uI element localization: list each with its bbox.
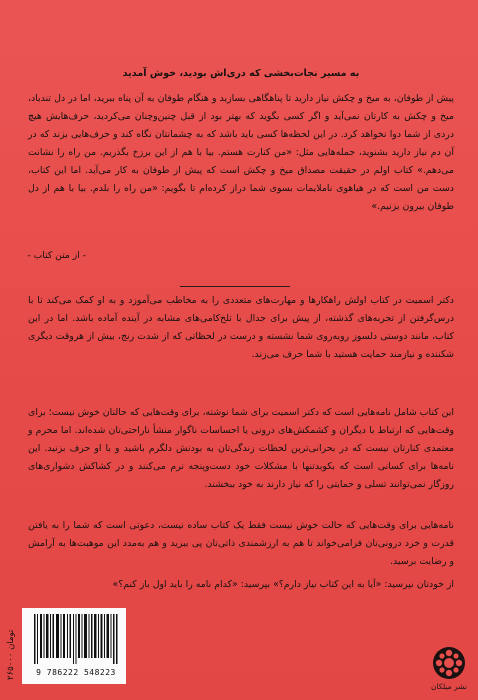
quote-text: پیش از طوفان، به میخ و چکش نیاز دارید تا پناهگاهی بسازید و هنگام طوفان به آن پناه ببرید، اما در دل تندباد، میخ و چکش به کارتان نمی‌آید و اگر کسی بگوید که بهتر بود از قبل چنین‌وچنان می‌کردید، حرف‌هایش هیچ دردی از شما دوا نخواهد کرد. در این لحظه‌ها کسی باید باشد که به چشمانتان نگاه کند و حرف‌هایی بزند که در آن دم نیاز دارید بشنوید، جمله‌هایی مثل: «من کنارت هستم. بیا با هم از این برزخ بگذریم. من راه را نشانت می‌دهم.» کتاب اولم در حقیقت مصداق میخ و چکش است که پیش از طوفان به کار می‌آید. اما این کتاب، دست من است که در هیاهوی ناملایمات بسوی شما دراز کرده‌ام تا بگویم: «من راه را بلدم. بیا با هم از دل طوفان بیرون بزنیم.» (28, 93, 454, 212)
description-paragraph-3: نامه‌هایی برای وقت‌هایی که حالت خوش نیست فقط یک کتاب ساده نیست، دعوتی است که شما را به یافتن قدرت و خرد درونی‌تان فرامی‌خواند تا هم به ارزشمندی ذاتی‌تان پی ببرید و هم به‌مدد این موهبت‌ها به آرامش و رضایت برسید. (28, 520, 454, 567)
divider (180, 286, 290, 287)
publisher-name: نشر میلکان (431, 682, 467, 691)
isbn-number: 9 786222 548223 (36, 668, 116, 677)
quote-source: - از متن کتاب - (27, 250, 86, 261)
headline: به مسیر نجات‌بخشی که دری‌اش بودید، خوش آمدید (122, 68, 360, 79)
barcode-icon (34, 614, 118, 664)
closing-question: از خودتان نپرسید: «آیا به این کتاب نیاز دارم؟» بپرسید: «کدام نامه را باید اول باز کنم؟» (112, 579, 454, 590)
description-paragraph-1: دکتر اسمیت در کتاب اولش راهکارها و مهارت‌های متعددی را به مخاطب می‌آموزد و به او کمک می‌کند تا با درس‌گرفتن از تجربه‌های گذشته، از پیش برای جدال با تلخ‌کامی‌های مشابه در آینده آماده باشد. اما در این کتاب، مانند دوستی دلسوز روبه‌روی شما نشسته و درست در لحظاتی که از شدت رنج، بیش از هروقت دیگری شکننده و نیازمند حمایت هستید با شما حرف می‌زند. (28, 295, 454, 360)
price-label: ۲۶۵۰۰۰ تومان (6, 629, 16, 680)
publisher-logo-icon (432, 646, 466, 680)
barcode (22, 608, 126, 684)
description-paragraph-2: این کتاب شامل نامه‌هایی است که دکتر اسمیت برای شما نوشته، برای وقت‌هایی که حالتان خوش نیست؛ برای وقت‌هایی که ارتباط با دیگران و کشمکش‌های درونی یا احساسات ناگوار منشأ ناراحتی‌تان شده‌اند. اما محرم و معتمدی کنارتان نیست که در بحرانی‌ترین لحظات زندگی‌تان به بودنش دلگرم باشید و با او حرف بزنید. این نامه‌ها برای کسانی است که بکوبدتنها با مشکلات خود دست‌وپنجه نرم می‌کنند و در کشاکش دشواری‌های روزگار نمی‌توانند تسلی و حمایتی را که نیاز دارند به خود ببخشند. (28, 407, 454, 490)
